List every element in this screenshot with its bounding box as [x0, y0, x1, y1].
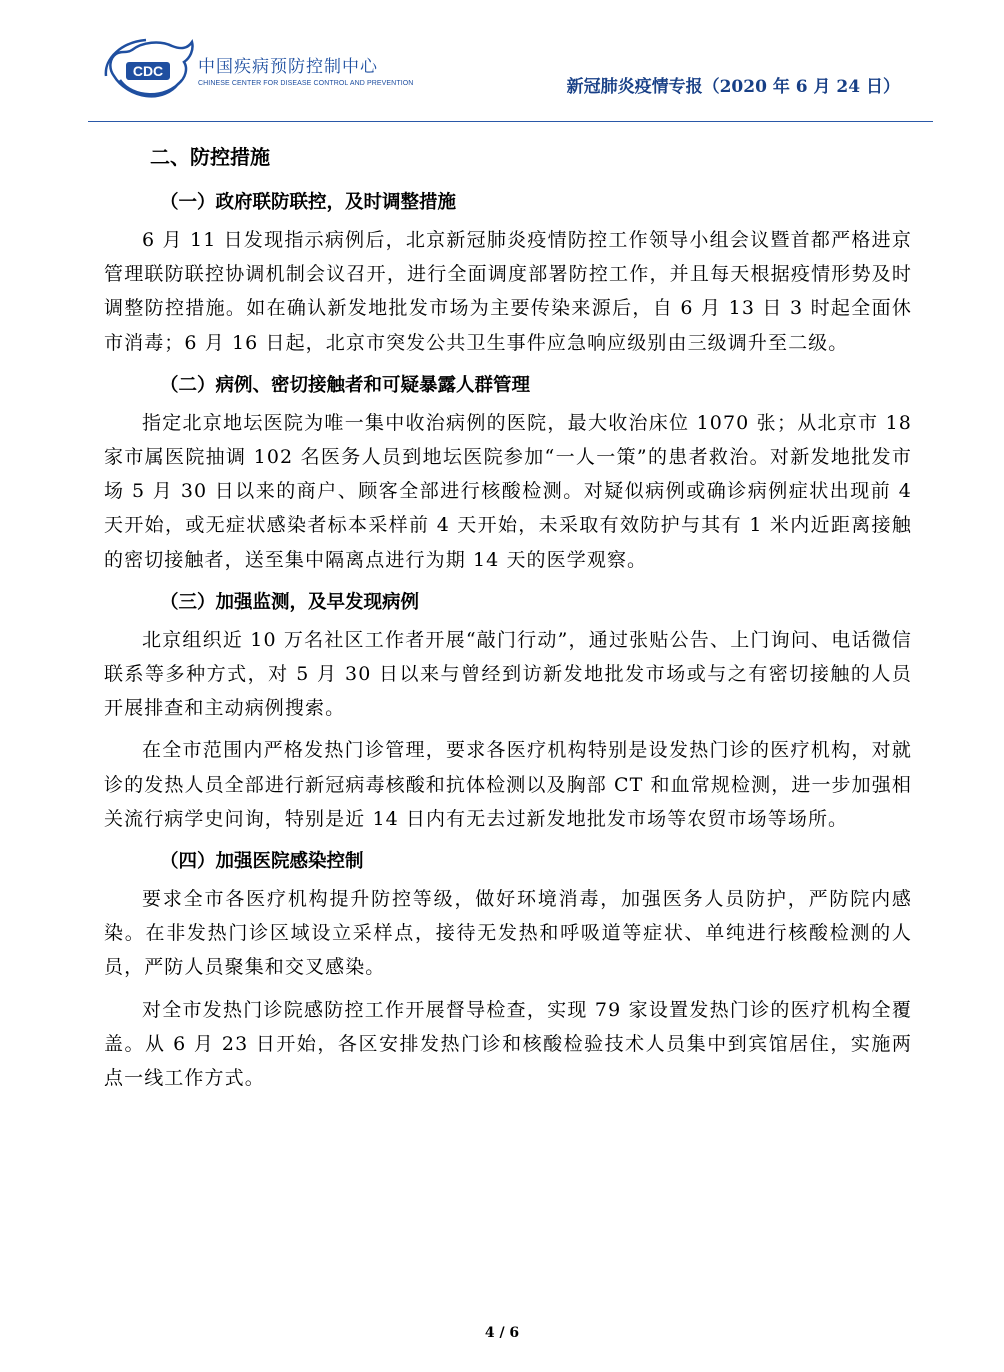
- paragraph: 对全市发热门诊院感防控工作开展督导检查，实现 79 家设置发热门诊的医疗机构全覆盖。从 6 月 23 日开始，各区安排发热门诊和核酸检验技术人员集中到宾馆居住，实施两点一线工作方式。: [104, 998, 912, 1090]
- subsection-heading-3: （三）加强监测，及早发现病例: [160, 591, 420, 613]
- page-number: 4 / 6: [484, 1325, 520, 1341]
- header-divider: [88, 121, 933, 122]
- document-body: [104, 137, 912, 1095]
- paragraph: 6 月 11 日发现指示病例后，北京新冠肺炎疫情防控工作领导小组会议暨首都严格进京管理联防联控协调机制会议召开，进行全面调度部署防控工作，并且每天根据疫情形势及时调整防控措施。如在确认新发地批发市场为主要传染来源后，自 6 月 13 日 3 时起全面休市消毒；6 月 16 日起，北京市突发公共卫生事件应急响应级别由三级调升至二级。: [104, 229, 912, 354]
- page-header: [0, 0, 1004, 125]
- section-heading: 二、防控措施: [150, 145, 270, 169]
- paragraph: 要求全市各医疗机构提升防控等级，做好环境消毒，加强医务人员防护，严防院内感染。在非发热门诊区域设立采样点，接待无发热和呼吸道等症状、单纯进行核酸检测的人员，严防人员聚集和交叉感染。: [104, 888, 912, 979]
- report-title: 新冠肺炎疫情专报（2020 年 6 月 24 日）: [566, 77, 900, 97]
- org-name-en: CHINESE CENTER FOR DISEASE CONTROL AND PREVENTION: [198, 80, 414, 87]
- paragraph: 在全市范围内严格发热门诊管理，要求各医疗机构特别是设发热门诊的医疗机构，对就诊的发热人员全部进行新冠病毒核酸和抗体检测以及胸部 CT 和血常规检测，进一步加强相关流行病学史问询，特别是近 14 日内有无去过新发地批发市场等农贸市场等场所。: [104, 739, 912, 830]
- paragraph: 北京组织近 10 万名社区工作者开展“敲门行动”，通过张贴公告、上门询问、电话微信联系等多种方式，对 5 月 30 日以来与曾经到访新发地批发市场或与之有密切接触的人员开展排查和主动病例搜索。: [104, 628, 912, 720]
- subsection-heading-2: （二）病例、密切接触者和可疑暴露人群管理: [160, 374, 531, 396]
- cdc-logo-icon: [102, 36, 198, 104]
- logo-text: CDC: [132, 63, 164, 79]
- subsection-heading-1: （一）政府联防联控，及时调整措施: [160, 192, 457, 213]
- paragraph: 指定北京地坛医院为唯一集中收治病例的医院，最大收治床位 1070 张；从北京市 18 家市属医院抽调 102 名医务人员到地坛医院参加“一人一策”的患者救治。对新发地批发市场 5 月 30 日以来的商户、顾客全部进行核酸检测。对疑似病例或确诊病例症状出现前 4 天开始，或无症状感染者标本采样前 4 天开始，未采取有效防护与其有 1 米内近距离接触的密切接触者，送至集中隔离点进行为期 14 天的医学观察。: [104, 411, 912, 571]
- org-name-cn: 中国疾病预防控制中心: [198, 57, 378, 77]
- subsection-heading-4: （四）加强医院感染控制: [160, 851, 364, 873]
